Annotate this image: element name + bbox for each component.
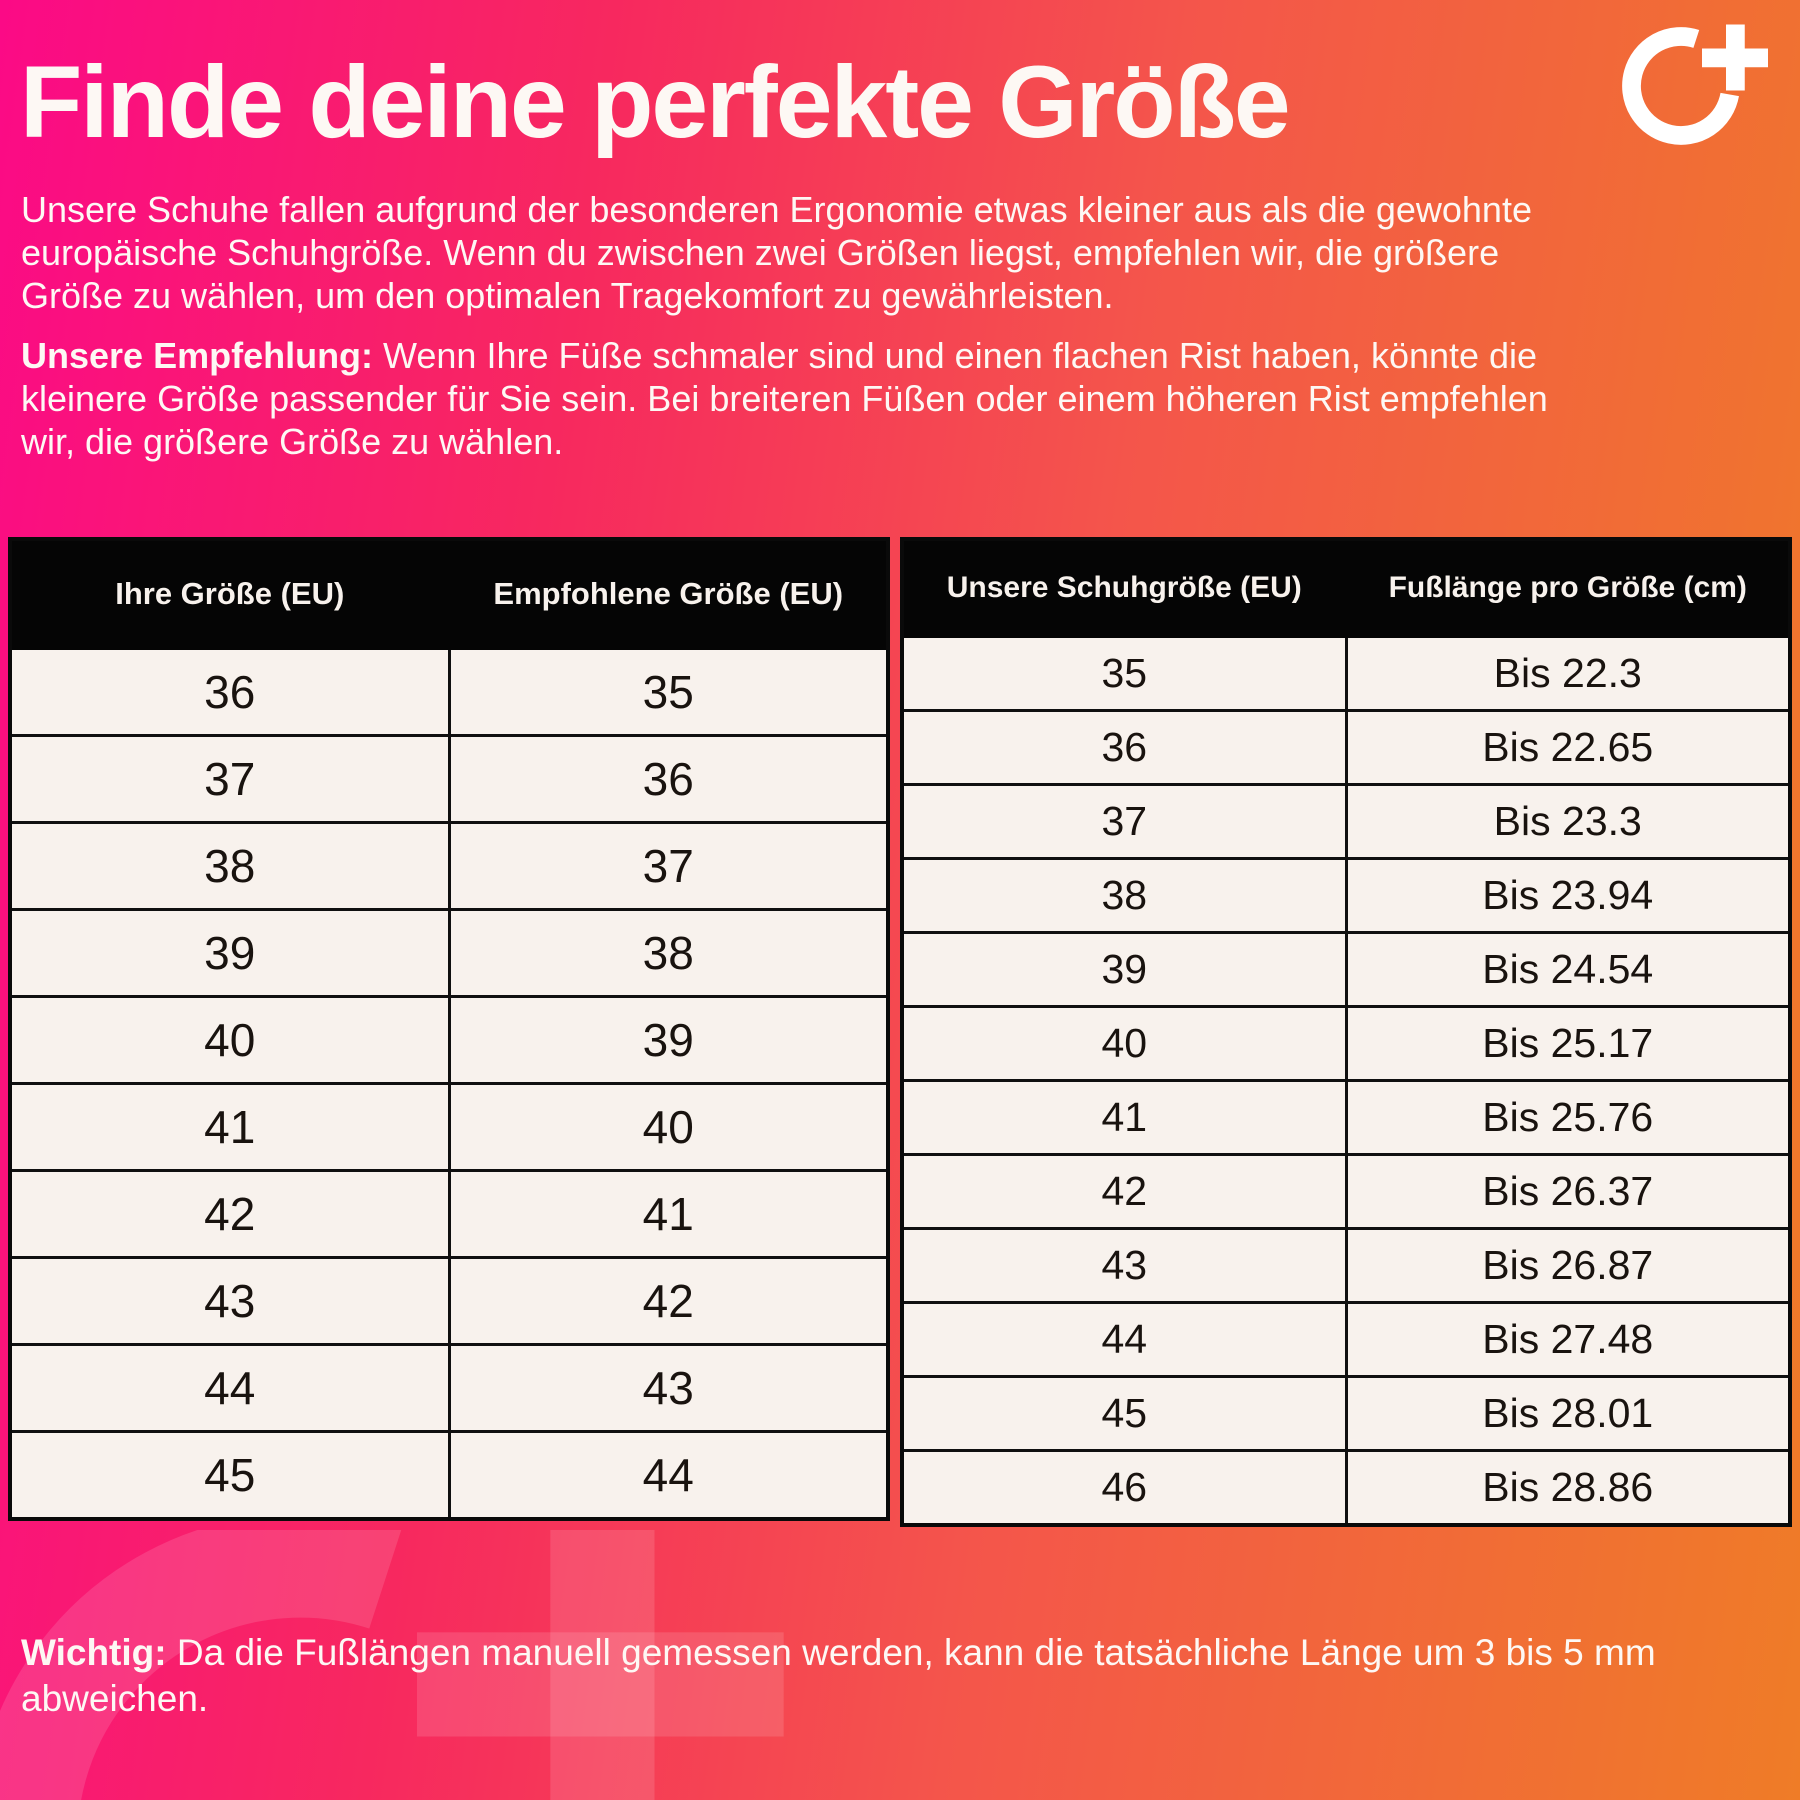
table-cell: 40: [449, 1084, 888, 1171]
table-header-row: [902, 539, 1790, 637]
table-cell: 37: [902, 785, 1346, 859]
table-cell: 44: [449, 1432, 888, 1520]
table-cell: Bis 22.65: [1346, 711, 1790, 785]
table-cell: 40: [902, 1007, 1346, 1081]
table-cell: 45: [10, 1432, 449, 1520]
page-title: Finde deine perfekte Größe: [20, 45, 1289, 159]
recommendation-label: Unsere Empfehlung:: [21, 335, 374, 376]
table-cell: Bis 24.54: [1346, 933, 1790, 1007]
column-header-foot-length: Fußlänge pro Größe (cm): [1346, 539, 1790, 637]
table-row: [10, 1171, 888, 1258]
intro-line: europäische Schuhgröße. Wenn du zwischen zwei Größen liegst, empfehlen wir, die größere: [21, 232, 1500, 273]
table-cell: 38: [902, 859, 1346, 933]
table-cell: Bis 23.3: [1346, 785, 1790, 859]
brand-circle-plus-logo: [1603, 0, 1783, 164]
table-cell: 45: [902, 1377, 1346, 1451]
table-cell: 37: [10, 736, 449, 823]
table-row: [902, 1229, 1790, 1303]
table-cell: 35: [449, 649, 888, 736]
intro-line: Größe zu wählen, um den optimalen Tragekomfort zu gewährleisten.: [21, 275, 1114, 316]
table-row: [902, 1007, 1790, 1081]
table-cell: 42: [449, 1258, 888, 1345]
table-cell: 40: [10, 997, 449, 1084]
recommendation-line: Unsere Empfehlung: Wenn Ihre Füße schmaler sind und einen flachen Rist haben, könnte die: [21, 335, 1538, 376]
table-row: [902, 1303, 1790, 1377]
foot-length-table: [900, 537, 1792, 1527]
table-cell: 36: [449, 736, 888, 823]
table-cell: 41: [10, 1084, 449, 1171]
table-row: [902, 1451, 1790, 1526]
table-cell: Bis 23.94: [1346, 859, 1790, 933]
table-header-row: [10, 539, 888, 649]
table-cell: 43: [449, 1345, 888, 1432]
intro-paragraph: [21, 188, 1532, 317]
table-cell: 35: [902, 637, 1346, 711]
table-row: [10, 649, 888, 736]
table-row: [902, 859, 1790, 933]
table-row: [902, 711, 1790, 785]
table-cell: Bis 26.87: [1346, 1229, 1790, 1303]
table-cell: 44: [902, 1303, 1346, 1377]
table-row: [10, 910, 888, 997]
foot-length-table-wrapper: [900, 537, 1792, 1527]
table-cell: 44: [10, 1345, 449, 1432]
table-cell: Bis 22.3: [1346, 637, 1790, 711]
table-cell: 43: [902, 1229, 1346, 1303]
foot-length-table-body: [902, 637, 1790, 1526]
table-cell: 36: [902, 711, 1346, 785]
recommendation-line: wir, die größere Größe zu wählen.: [21, 421, 564, 462]
table-row: [902, 785, 1790, 859]
table-cell: Bis 28.86: [1346, 1451, 1790, 1526]
intro-line: Unsere Schuhe fallen aufgrund der besonderen Ergonomie etwas kleiner aus als die gewohnte: [21, 189, 1532, 230]
table-row: [10, 1345, 888, 1432]
table-row: [10, 823, 888, 910]
note-line: Wichtig: Da die Fußlängen manuell gemessen werden, kann die tatsächliche Länge um 3 bis 5 mm: [21, 1632, 1656, 1673]
table-cell: 41: [449, 1171, 888, 1258]
table-cell: 41: [902, 1081, 1346, 1155]
size-conversion-table-body: [10, 649, 888, 1520]
table-cell: 39: [902, 933, 1346, 1007]
table-row: [902, 933, 1790, 1007]
note-line: abweichen.: [21, 1678, 209, 1719]
table-cell: Bis 25.17: [1346, 1007, 1790, 1081]
size-conversion-table-wrapper: [8, 537, 890, 1521]
table-row: [10, 1258, 888, 1345]
recommendation-line: kleinere Größe passender für Sie sein. Bei breiteren Füßen oder einem höheren Rist empfehlen: [21, 378, 1548, 419]
table-cell: 38: [10, 823, 449, 910]
recommendation-paragraph: [21, 334, 1548, 463]
table-cell: Bis 26.37: [1346, 1155, 1790, 1229]
table-row: [10, 1432, 888, 1520]
column-header-our-shoe-size: Unsere Schuhgröße (EU): [902, 539, 1346, 637]
table-row: [902, 1155, 1790, 1229]
table-row: [10, 736, 888, 823]
table-cell: 39: [10, 910, 449, 997]
table-cell: Bis 27.48: [1346, 1303, 1790, 1377]
column-header-your-size: Ihre Größe (EU): [10, 539, 449, 649]
table-row: [10, 997, 888, 1084]
column-header-recommended-size: Empfohlene Größe (EU): [449, 539, 888, 649]
table-cell: Bis 25.76: [1346, 1081, 1790, 1155]
table-cell: 37: [449, 823, 888, 910]
table-cell: 38: [449, 910, 888, 997]
table-row: [902, 1081, 1790, 1155]
table-cell: Bis 28.01: [1346, 1377, 1790, 1451]
table-row: [10, 1084, 888, 1171]
size-conversion-table: [8, 537, 890, 1521]
table-cell: 42: [902, 1155, 1346, 1229]
note-label: Wichtig:: [21, 1632, 167, 1673]
important-note: [21, 1630, 1656, 1722]
table-cell: 42: [10, 1171, 449, 1258]
table-row: [902, 1377, 1790, 1451]
table-cell: 36: [10, 649, 449, 736]
table-cell: 43: [10, 1258, 449, 1345]
table-row: [902, 637, 1790, 711]
table-cell: 39: [449, 997, 888, 1084]
table-cell: 46: [902, 1451, 1346, 1526]
